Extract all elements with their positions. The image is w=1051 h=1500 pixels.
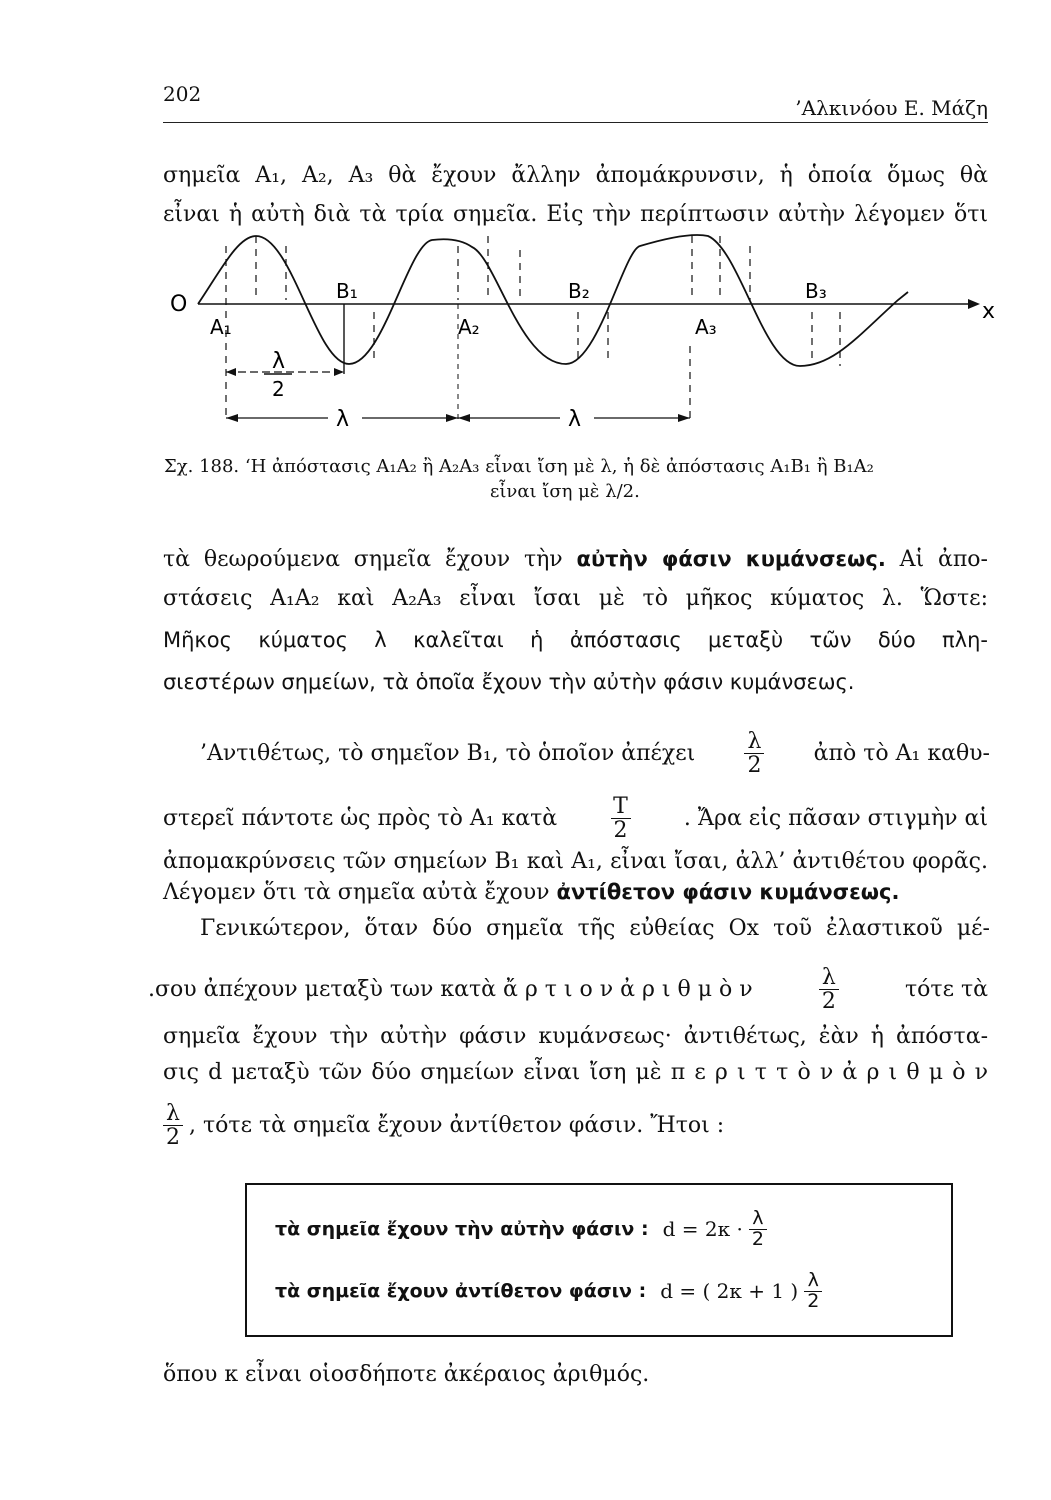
x-axis-arrow-icon xyxy=(968,299,980,309)
para2-text-2: ἀπὸ τὸ Α₁ καθυ- xyxy=(813,740,990,766)
para2-line-1 xyxy=(200,730,990,777)
para3-line-1: Γενικώτερον, ὅταν δύο σημεῖα τῆς εὐθείας Οx τοῦ ἐλαστικοῦ μέ- xyxy=(200,916,990,941)
closing-line: ὅπου κ εἶναι οἱοσδήποτε ἀκέραιος ἀριθμός. xyxy=(163,1362,650,1387)
running-title: ’Αλκινόου Ε. Μάζη xyxy=(795,96,988,120)
label-B1: B₁ xyxy=(336,279,358,303)
formula-box xyxy=(245,1183,953,1337)
label-B3: B₃ xyxy=(805,279,827,303)
para2-line-3: ἀπομακρύνσεις τῶν σημείων Β₁ καὶ Α₁, εἶναι ἴσαι, ἀλλ’ ἀντιθέτου φορᾶς. xyxy=(163,849,988,874)
fraction-T-over-2: $\frac{T}{2}$ xyxy=(610,795,631,842)
para2-line-2 xyxy=(163,795,988,842)
lambda-label-2: λ xyxy=(568,407,582,432)
formula-frac-same: $\frac{\lambda}{2}$ xyxy=(749,1209,767,1250)
para3-line-5 xyxy=(163,1102,988,1149)
figure-caption-line-2: εἶναι ἴση μὲ λ/2. xyxy=(490,481,640,502)
figure-caption-line-1: Σχ. 188. ‘Η ἀπόστασις Α₁Α₂ ἢ Α₂Α₃ εἶναι ἴση μὲ λ, ἡ δὲ ἀπόστασις Α₁Β₁ ἢ Β₁Α₂ xyxy=(164,456,874,477)
page-number: 202 xyxy=(163,82,202,106)
axis-label: x xyxy=(982,299,996,324)
para3-text-3: , τότε τὰ σημεῖα ἔχουν ἀντίθετον φάσιν. Ἤτοι : xyxy=(189,1112,725,1138)
formula-frac-opposite: $\frac{\lambda}{2}$ xyxy=(804,1271,822,1312)
origin-label: O xyxy=(170,292,188,317)
sine-wave xyxy=(198,235,908,366)
para3-line-2 xyxy=(148,966,988,1013)
label-B2: B₂ xyxy=(568,279,590,303)
label-A2: A₂ xyxy=(458,315,480,339)
para1-bold: αὐτὴν φάσιν κυμάνσεως. xyxy=(576,547,886,571)
fraction-lambda-over-2-b: $\frac{\lambda}{2}$ xyxy=(819,966,839,1013)
definition-line-1: Μῆκος κύματος λ καλεῖται ἡ ἀπόστασις μεταξὺ τῶν δύο πλη- xyxy=(163,628,988,652)
wave-figure xyxy=(0,0,1051,500)
para2-line-4 xyxy=(163,882,988,904)
half-lambda-num: λ xyxy=(272,349,286,374)
para1-text-end: Αἱ ἀπο- xyxy=(899,547,988,572)
formula-label-opposite: τὰ σημεῖα ἔχουν ἀντίθετον φάσιν : xyxy=(275,1280,647,1303)
para3-text-2: τότε τὰ xyxy=(904,976,988,1002)
para2-text-5: Λέγομεν ὅτι τὰ σημεῖα αὐτὰ ἔχουν xyxy=(163,880,550,905)
para1-text: τὰ θεωρούμενα σημεῖα ἔχουν τὴν xyxy=(163,547,563,572)
definition-line-2: σιεστέρων σημείων, τὰ ὁποῖα ἔχουν τὴν αὐτὴν φάσιν κυμάνσεως. xyxy=(163,670,855,694)
fraction-lambda-over-2: $\frac{\lambda}{2}$ xyxy=(744,730,764,777)
lambda-label-1: λ xyxy=(336,407,350,432)
formula-label-same: τὰ σημεῖα ἔχουν τὴν αὐτὴν φάσιν : xyxy=(275,1218,649,1241)
label-A1: A₁ xyxy=(210,315,232,339)
half-lambda-den: 2 xyxy=(272,377,285,401)
para3-line-4: σις d μεταξὺ τῶν δύο σημείων εἶναι ἴση μὲ π ε ρ ι τ τ ὸ ν ἀ ρ ι θ μ ὸ ν xyxy=(163,1060,988,1085)
fraction-lambda-over-2-c: $\frac{\lambda}{2}$ xyxy=(163,1102,183,1149)
formula-row-opposite-phase xyxy=(275,1271,828,1312)
intro-line-2: εἶναι ἡ αὐτὴ διὰ τὰ τρία σημεῖα. Εἰς τὴν περίπτωσιν αὐτὴν λέγομεν ὅτι xyxy=(163,202,988,227)
intro-line-1: σημεῖα Α₁, Α₂, Α₃ θὰ ἔχουν ἄλλην ἀπομάκρυνσιν, ἡ ὁποία ὅμως θὰ xyxy=(163,163,988,188)
para3-text-1: .σου ἀπέχουν μεταξὺ των κατὰ ἄ ρ τ ι ο ν ἀ ρ ι θ μ ὸ ν xyxy=(148,976,753,1002)
para2-text-4: . Ἄρα εἰς πᾶσαν στιγμὴν αἱ xyxy=(683,805,988,831)
formula-eq-opposite: d = ( 2κ + 1 ) xyxy=(660,1279,799,1304)
para2-bold: ἀντίθετον φάσιν κυμάνσεως. xyxy=(556,880,900,904)
formula-eq-same: d = 2κ · xyxy=(662,1217,743,1242)
formula-row-same-phase xyxy=(275,1209,773,1250)
para1-line-1 xyxy=(163,549,988,571)
para2-text-3: στερεῖ πάντοτε ὡς πρὸς τὸ Α₁ κατὰ xyxy=(163,805,558,831)
para2-text-1: ’Αντιθέτως, τὸ σημεῖον Β₁, τὸ ὁποῖον ἀπέχει xyxy=(200,740,696,766)
label-A3: A₃ xyxy=(695,315,717,339)
para1-line-2: στάσεις Α₁Α₂ καὶ Α₂Α₃ εἶναι ἴσαι μὲ τὸ μῆκος κύματος λ. Ὥστε: xyxy=(163,586,988,611)
dashed-guides xyxy=(226,236,840,420)
para3-line-3: σημεῖα ἔχουν τὴν αὐτὴν φάσιν κυμάνσεως· ἀντιθέτως, ἐὰν ἡ ἀπόστα- xyxy=(163,1024,988,1049)
